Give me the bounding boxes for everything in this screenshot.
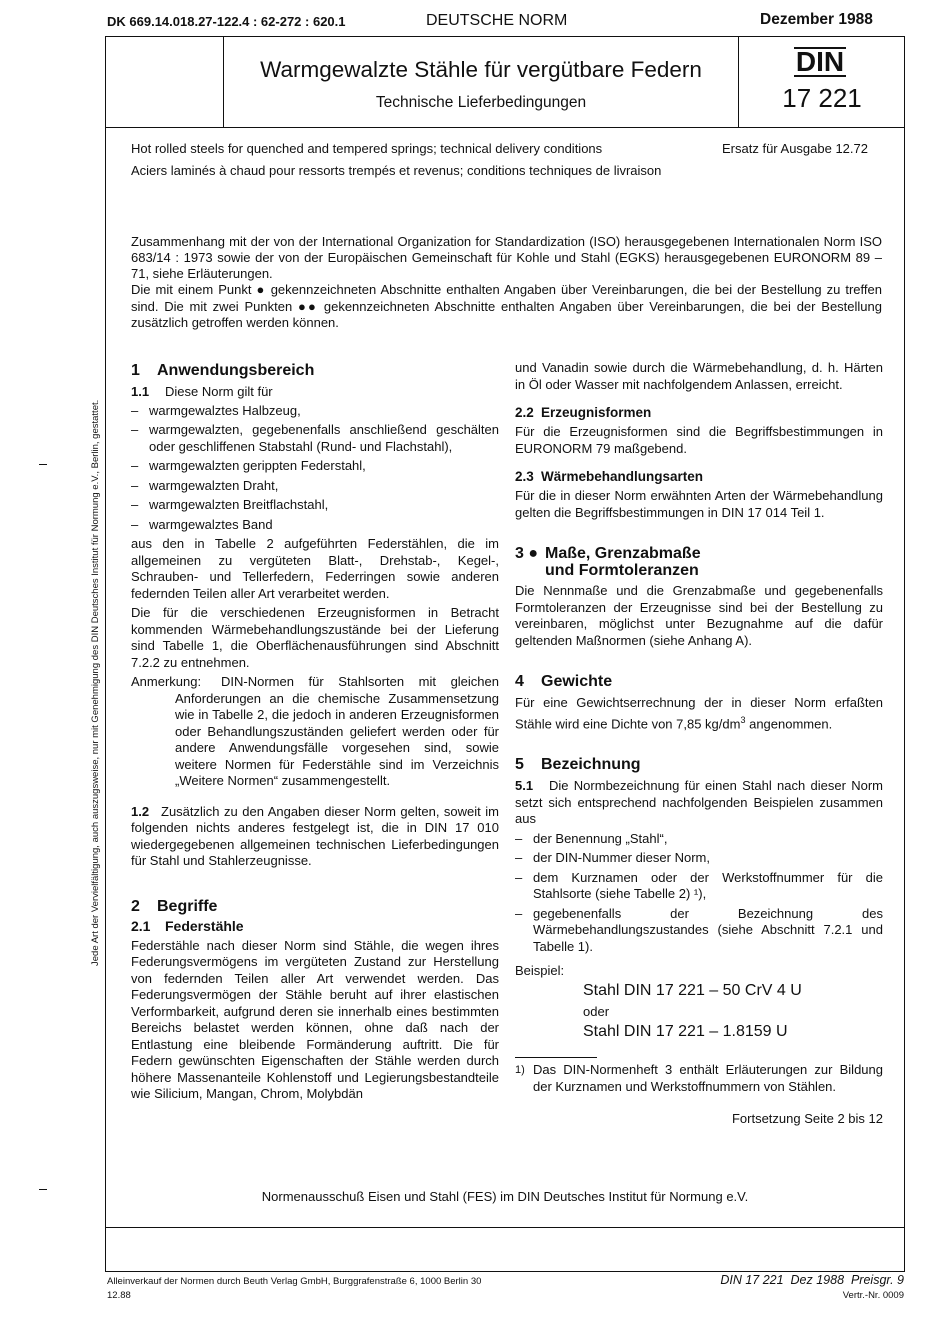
issue-date: Dezember 1988	[760, 11, 873, 28]
list-item: – warmgewalztes Band	[131, 517, 499, 534]
section-2-1-title: Federstähle	[165, 917, 244, 934]
section-1-title: Anwendungsbereich	[157, 362, 315, 379]
list-item: – warmgewalzten Draht,	[131, 478, 499, 495]
note-block	[131, 674, 499, 790]
footnote-mark: 1)	[515, 1064, 525, 1077]
list-item: – der Benennung „Stahl“,	[515, 831, 883, 848]
footer-vertr-nr: Vertr.-Nr. 0009	[842, 1290, 904, 1301]
section-2-2-title: Erzeugnisformen	[541, 405, 652, 420]
document-subtitle: Technische Lieferbedingungen	[375, 94, 587, 111]
section-2-3-title: Wärmebehandlungsarten	[541, 469, 704, 484]
example-label: Beispiel:	[515, 963, 565, 979]
continuation-note: Fortsetzung Seite 2 bis 12	[731, 1111, 883, 1127]
din-number: 17 221	[782, 83, 862, 113]
section-3-text: Die Nennmaße und die Grenzabmaße und gegebenenfalls Formtoleranzen der Erzeugnisse sind bei der Bestellung zu vereinbaren, möglichst unter Bezugnahme auf die dafür geltenden Maßnormen (siehe Anhang A).	[515, 583, 883, 648]
designation-list	[515, 831, 883, 956]
superscript-3: 3	[740, 714, 746, 725]
section-5-1-text: Die Normbezeichnung für einen Stahl nach dieser Norm setzt sich entsprechend nachfolgenden Beispielen zusammen aus	[515, 778, 883, 827]
french-title: Aciers laminés à chaud pour ressorts trempés et revenus; conditions techniques de livraison	[131, 163, 662, 178]
din-logo-text: DIN	[795, 46, 845, 77]
list-item: – dem Kurznamen oder der Werkstoffnummer für die Stahlsorte (siehe Tabelle 2) ¹),	[515, 870, 883, 903]
section-3-title-line1: Maße, Grenzabmaße	[545, 545, 701, 562]
section-2-1-continuation: und Vanadin sowie durch die Wärmebehandlung, d. h. Härten in Öl oder Wasser mit nachfolgendem Anlassen, erreicht.	[515, 360, 883, 392]
section-1-number: 1	[131, 362, 140, 379]
list-item: – warmgewalzten gerippten Federstahl,	[131, 458, 499, 475]
footer-din-reference: DIN 17 221 Dez 1988 Preisgr. 9	[720, 1273, 904, 1287]
list-item: – warmgewalzten Breitflachstahl,	[131, 497, 499, 514]
section-5-1-number: 5.1	[515, 778, 534, 794]
section-1-1-text: Diese Norm gilt für	[165, 384, 273, 399]
din-logo	[790, 47, 850, 77]
example-1: Stahl DIN 17 221 – 50 CrV 4 U	[583, 981, 802, 999]
committee-line: Normenausschuß Eisen und Stahl (FES) im DIN Deutsches Institut für Normung e.V.	[261, 1189, 749, 1204]
section-2-number: 2	[131, 897, 140, 915]
list-item: – der DIN-Nummer dieser Norm,	[515, 850, 883, 867]
norm-type: DEUTSCHE NORM	[426, 12, 568, 29]
intro-iso-relation: Zusammenhang mit der von der International Organization for Standardization (ISO) herausgegebenen Internationalen Norm ISO 683/14 : 1973 sowie der von der Europäischen Gemeinschaft für Kohle und Stahl (EGKS) herausgegebenen EURONORM 89 – 71, siehe Erläuterungen.	[131, 234, 882, 281]
section-4-number: 4	[515, 673, 524, 690]
section-2-1-number: 2.1	[131, 917, 151, 934]
right-column	[515, 360, 883, 1128]
section-2-1-text: Federstähle nach dieser Norm sind Stähle, die wegen ihres Federungsvermögens im vergüteten Zustand zur Herstellung von federnden Teilen aller Art verwendet werden. Das Federungsvermögen der Stähle beruht auf ihrer elastischen Verformbarkeit, aufgrund deren sie innerhalb eines bestimmten Bereichs belastet werden können, ohne daß nach der Entlastung eine bleibende Formänderung auftritt. Die für Federn gewünschten Eigenschaften der Stähle werden durch höhere Massenanteile Kohlenstoff und Legierungsbestandteile wie Silicium, Mangan, Chrom, Molybdän	[131, 937, 499, 1101]
example-2: Stahl DIN 17 221 – 1.8159 U	[583, 1023, 788, 1041]
intro-dot-legend: Die mit einem Punkt ● gekennzeichneten Abschnitte enthalten Angaben über Vereinbarungen, die bei der Bestellung zu treffen sind. Die mit zwei Punkten ●● gekennzeichneten Abschnitte enthalten Angaben über Vereinbarungen, die bei der Bestellung zusätzlich getroffen werden können.	[131, 282, 882, 330]
dk-classification: DK 669.14.018.27-122.4 : 62-272 : 620.1	[107, 14, 346, 29]
section-3-number: 3 ●	[515, 545, 539, 562]
copyright-side-note: Jede Art der Vervielfältigung, auch auszugsweise, nur mit Genehmigung des DIN Deutsches Institut für Normung e.V., Berlin, gestattet.	[90, 399, 101, 966]
section-5-number: 5	[515, 756, 524, 774]
section-5-title: Bezeichnung	[541, 756, 641, 774]
replaces-edition: Ersatz für Ausgabe 12.72	[722, 141, 868, 156]
section-1-1-number: 1.1	[131, 384, 150, 399]
product-list	[131, 403, 499, 534]
section-4-text: Für eine Gewichtserrechnung der in dieser Norm erfaßten Stähle wird eine Dichte von 7,85 $kg/dm^3$ angenommen.	[515, 695, 883, 731]
example-or: oder	[583, 1003, 610, 1019]
scope-application-text: aus den in Tabelle 2 aufgeführten Federstählen, die im allgemeinen zu vergüteten Blatt-, Drehstab-, Kegel-, Schrauben- und Tellerfedern, Federringen sowie anderen federnden Teilen aller Art verarbeitet werden.	[131, 536, 499, 601]
list-item: – warmgewalzten, gegebenenfalls anschließend geschälten oder geschliffenen Stabstahl (Rund- und Flachstahl),	[131, 422, 499, 455]
footnote-text: Das DIN-Normenheft 3 enthält Erläuterungen zur Bildung der Kurznamen und Werkstoffnummern von Stählen.	[533, 1062, 883, 1094]
english-title: Hot rolled steels for quenched and tempered springs; technical delivery conditions	[131, 141, 603, 156]
section-3-title-line2: und Formtoleranzen	[545, 562, 699, 579]
section-4-title: Gewichte	[541, 673, 613, 690]
note-text: DIN-Normen für Stahlsorten mit gleichen Anforderungen an die chemische Zusammensetzung wie in Tabelle 2, die jedoch in anderen Erzeugnisformen oder Behandlungszuständen geliefert werden oder für andere Anwendungsfälle vorgesehen sind, sowie weitere Normen für Federstähle sind im Verzeichnis „Weitere Normen“ zusammengestellt.	[175, 674, 499, 788]
section-2-3-text: Für die in dieser Norm erwähnten Arten der Wärmebehandlung gelten die Begriffsbestimmungen in DIN 17 014 Teil 1.	[515, 488, 883, 520]
document-title: Warmgewalzte Stähle für vergütbare Federn	[260, 57, 702, 82]
list-item: – warmgewalztes Halbzeug,	[131, 403, 499, 420]
scope-states-text: Die für die verschiedenen Erzeugnisformen in Betracht kommenden Wärmebehandlungszustände bei der Lieferung sind Tabelle 1, die Oberflächenausführungen sind Abschnitt 7.2.2 zu entnehmen.	[131, 605, 499, 670]
section-2-title: Begriffe	[157, 897, 218, 915]
section-1-2-text: Zusätzlich zu den Angaben dieser Norm gelten, soweit im folgenden nichts anderes festgelegt ist, die in DIN 17 010 wiedergegebenen allgemeinen technischen Lieferbedingungen für Stahl und Stahlerzeugnisse.	[131, 803, 499, 868]
left-column	[131, 362, 499, 1103]
section-2-2-text: Für die Erzeugnisformen sind die Begriffsbestimmungen in EURONORM 79 maßgebend.	[515, 424, 883, 456]
section-2-3-number: 2.3	[515, 469, 534, 484]
section-1-2-number: 1.2	[131, 803, 150, 819]
list-item: – gegebenenfalls der Bezeichnung des Wärmebehandlungszustandes (siehe Abschnitt 7.2.1 und Tabelle 1).	[515, 906, 883, 956]
footer-publisher: Alleinverkauf der Normen durch Beuth Verlag GmbH, Burggrafenstraße 6, 1000 Berlin 30	[107, 1276, 482, 1287]
footer-date-code: 12.88	[107, 1290, 131, 1301]
note-label: Anmerkung:	[131, 674, 202, 689]
section-2-2-number: 2.2	[515, 405, 534, 420]
